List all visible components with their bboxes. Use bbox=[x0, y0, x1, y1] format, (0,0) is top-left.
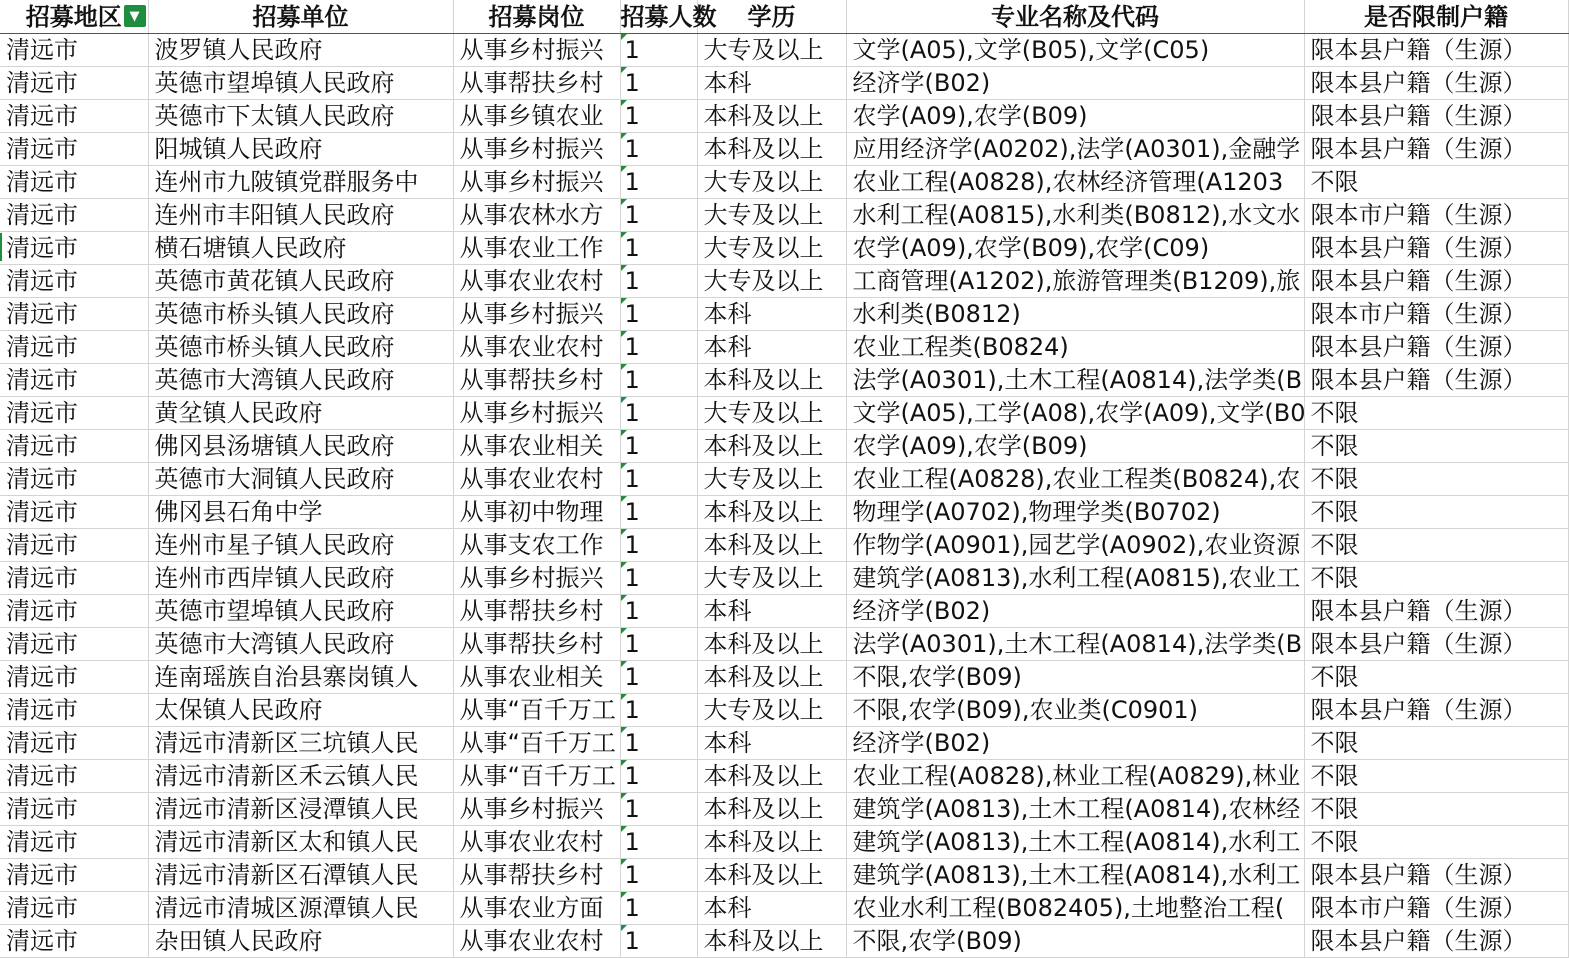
cell-unit[interactable]: 连州市九陂镇党群服务中 bbox=[148, 166, 453, 199]
cell-post[interactable]: 从事乡村振兴 bbox=[453, 34, 620, 67]
cell-unit[interactable]: 英德市大湾镇人民政府 bbox=[148, 628, 453, 661]
table-row bbox=[0, 562, 1568, 595]
cell-post[interactable]: 从事帮扶乡村 bbox=[453, 595, 620, 628]
cell-household[interactable]: 不限 bbox=[1304, 793, 1568, 826]
cell-post[interactable]: 从事帮扶乡村 bbox=[453, 364, 620, 397]
cell-unit[interactable]: 清远市清新区三坑镇人民 bbox=[148, 727, 453, 760]
cell-unit[interactable]: 英德市桥头镇人民政府 bbox=[148, 298, 453, 331]
cell-unit[interactable]: 清远市清新区石潭镇人民 bbox=[148, 859, 453, 892]
table-row bbox=[0, 529, 1568, 562]
cell-education[interactable]: 本科及以上 bbox=[697, 661, 846, 694]
cell-major[interactable]: 水利工程(A0815),水利类(B0812),水文水 bbox=[846, 199, 1304, 232]
cell-post[interactable]: 从事初中物理 bbox=[453, 496, 620, 529]
cell-major[interactable]: 农学(A09),农学(B09) bbox=[846, 100, 1304, 133]
cell-household[interactable]: 不限 bbox=[1304, 166, 1568, 199]
cell-cursor-marker bbox=[0, 233, 2, 261]
cell-post[interactable]: 从事帮扶乡村 bbox=[453, 859, 620, 892]
cell-major[interactable]: 农业水利工程(B082405),土地整治工程( bbox=[846, 892, 1304, 925]
table-row bbox=[0, 199, 1568, 232]
cell-region[interactable]: 清远市 bbox=[0, 397, 148, 430]
cell-education[interactable]: 本科及以上 bbox=[697, 826, 846, 859]
cell-count[interactable]: 1 bbox=[620, 595, 697, 628]
cell-count[interactable]: 1 bbox=[620, 694, 697, 727]
cell-household[interactable]: 不限 bbox=[1304, 760, 1568, 793]
cell-major[interactable]: 建筑学(A0813),土木工程(A0814),水利工 bbox=[846, 826, 1304, 859]
cell-unit[interactable]: 清远市清城区源潭镇人民 bbox=[148, 892, 453, 925]
cell-household[interactable]: 限本县户籍（生源） bbox=[1304, 859, 1568, 892]
cell-major[interactable]: 农学(A09),农学(B09),农学(C09) bbox=[846, 232, 1304, 265]
cell-household[interactable]: 限本市户籍（生源） bbox=[1304, 298, 1568, 331]
cell-education[interactable]: 本科 bbox=[697, 595, 846, 628]
cell-household[interactable]: 限本市户籍（生源） bbox=[1304, 199, 1568, 232]
table-row bbox=[0, 859, 1568, 892]
cell-education[interactable]: 本科 bbox=[697, 298, 846, 331]
cell-major[interactable]: 农业工程(A0828),林业工程(A0829),林业 bbox=[846, 760, 1304, 793]
table-row bbox=[0, 133, 1568, 166]
cell-major[interactable]: 农业工程类(B0824) bbox=[846, 331, 1304, 364]
cell-count[interactable]: 1 bbox=[620, 661, 697, 694]
table-row bbox=[0, 760, 1568, 793]
table-row bbox=[0, 727, 1568, 760]
cell-major[interactable]: 建筑学(A0813),土木工程(A0814),农林经 bbox=[846, 793, 1304, 826]
cell-unit[interactable]: 连州市西岸镇人民政府 bbox=[148, 562, 453, 595]
cell-major[interactable]: 农学(A09),农学(B09) bbox=[846, 430, 1304, 463]
cell-region[interactable]: 清远市 bbox=[0, 661, 148, 694]
cell-household[interactable]: 限本县户籍（生源） bbox=[1304, 925, 1568, 958]
cell-count[interactable]: 1 bbox=[620, 166, 697, 199]
cell-unit[interactable]: 阳城镇人民政府 bbox=[148, 133, 453, 166]
table-row bbox=[0, 34, 1568, 67]
cell-count[interactable]: 1 bbox=[620, 364, 697, 397]
cell-region[interactable]: 清远市 bbox=[0, 67, 148, 100]
cell-post[interactable]: 从事农业农村 bbox=[453, 826, 620, 859]
table-row bbox=[0, 892, 1568, 925]
cell-education[interactable]: 本科及以上 bbox=[697, 364, 846, 397]
table-row bbox=[0, 67, 1568, 100]
table-row bbox=[0, 232, 1568, 265]
cell-region[interactable]: 清远市 bbox=[0, 892, 148, 925]
table-row bbox=[0, 331, 1568, 364]
table-row bbox=[0, 166, 1568, 199]
cell-unit[interactable]: 连州市丰阳镇人民政府 bbox=[148, 199, 453, 232]
cell-major[interactable]: 工商管理(A1202),旅游管理类(B1209),旅 bbox=[846, 265, 1304, 298]
cell-post[interactable]: 从事农业农村 bbox=[453, 925, 620, 958]
cell-major[interactable]: 建筑学(A0813),土木工程(A0814),水利工 bbox=[846, 859, 1304, 892]
cell-count[interactable]: 1 bbox=[620, 562, 697, 595]
cell-education[interactable]: 大专及以上 bbox=[697, 694, 846, 727]
cell-household[interactable]: 不限 bbox=[1304, 661, 1568, 694]
cell-region[interactable]: 清远市 bbox=[0, 133, 148, 166]
cell-education[interactable]: 本科及以上 bbox=[697, 760, 846, 793]
cell-education[interactable]: 大专及以上 bbox=[697, 463, 846, 496]
cell-post[interactable]: 从事乡村振兴 bbox=[453, 793, 620, 826]
cell-region[interactable]: 清远市 bbox=[0, 727, 148, 760]
cell-count[interactable]: 1 bbox=[620, 925, 697, 958]
cell-education[interactable]: 大专及以上 bbox=[697, 562, 846, 595]
table-row bbox=[0, 430, 1568, 463]
cell-major[interactable]: 农业工程(A0828),农林经济管理(A1203 bbox=[846, 166, 1304, 199]
cell-major[interactable]: 建筑学(A0813),水利工程(A0815),农业工 bbox=[846, 562, 1304, 595]
cell-count[interactable]: 1 bbox=[620, 529, 697, 562]
header-count[interactable]: 招募人数 bbox=[620, 0, 697, 34]
cell-household[interactable]: 限本县户籍（生源） bbox=[1304, 628, 1568, 661]
cell-post[interactable]: 从事农业相关 bbox=[453, 430, 620, 463]
cell-household[interactable]: 不限 bbox=[1304, 826, 1568, 859]
table-row bbox=[0, 463, 1568, 496]
cell-education[interactable]: 大专及以上 bbox=[697, 166, 846, 199]
cell-major[interactable]: 经济学(B02) bbox=[846, 595, 1304, 628]
cell-region[interactable]: 清远市 bbox=[0, 298, 148, 331]
cell-post[interactable]: 从事农业相关 bbox=[453, 661, 620, 694]
cell-region[interactable]: 清远市 bbox=[0, 100, 148, 133]
cell-education[interactable]: 本科及以上 bbox=[697, 430, 846, 463]
table-row bbox=[0, 925, 1568, 958]
cell-household[interactable]: 不限 bbox=[1304, 463, 1568, 496]
cell-post[interactable]: 从事帮扶乡村 bbox=[453, 628, 620, 661]
cell-unit[interactable]: 佛冈县汤塘镇人民政府 bbox=[148, 430, 453, 463]
cell-household[interactable]: 限本县户籍（生源） bbox=[1304, 595, 1568, 628]
cell-post[interactable]: 从事农业农村 bbox=[453, 331, 620, 364]
cell-education[interactable]: 本科及以上 bbox=[697, 133, 846, 166]
table-row bbox=[0, 826, 1568, 859]
cell-count[interactable]: 1 bbox=[620, 496, 697, 529]
cell-post[interactable]: 从事“百千万工 bbox=[453, 694, 620, 727]
cell-household[interactable]: 不限 bbox=[1304, 529, 1568, 562]
cell-household[interactable]: 不限 bbox=[1304, 562, 1568, 595]
cell-count[interactable]: 1 bbox=[620, 760, 697, 793]
cell-post[interactable]: 从事乡村振兴 bbox=[453, 133, 620, 166]
cell-region[interactable]: 清远市 bbox=[0, 595, 148, 628]
cell-major[interactable]: 物理学(A0702),物理学类(B0702) bbox=[846, 496, 1304, 529]
cell-unit[interactable]: 英德市大湾镇人民政府 bbox=[148, 364, 453, 397]
cell-education[interactable]: 本科 bbox=[697, 727, 846, 760]
cell-region[interactable]: 清远市 bbox=[0, 232, 148, 265]
header-unit[interactable]: 招募单位 bbox=[148, 0, 453, 34]
cell-unit[interactable]: 清远市清新区禾云镇人民 bbox=[148, 760, 453, 793]
table-row bbox=[0, 397, 1568, 430]
cell-region[interactable]: 清远市 bbox=[0, 628, 148, 661]
cell-major[interactable]: 农业工程(A0828),农业工程类(B0824),农 bbox=[846, 463, 1304, 496]
table-row bbox=[0, 496, 1568, 529]
cell-education[interactable]: 本科及以上 bbox=[697, 496, 846, 529]
cell-household[interactable]: 限本县户籍（生源） bbox=[1304, 364, 1568, 397]
cell-unit[interactable]: 太保镇人民政府 bbox=[148, 694, 453, 727]
cell-unit[interactable]: 清远市清新区太和镇人民 bbox=[148, 826, 453, 859]
cell-household[interactable]: 不限 bbox=[1304, 727, 1568, 760]
cell-region[interactable]: 清远市 bbox=[0, 826, 148, 859]
cell-unit[interactable]: 杂田镇人民政府 bbox=[148, 925, 453, 958]
cell-household[interactable]: 限本市户籍（生源） bbox=[1304, 892, 1568, 925]
cell-region[interactable]: 清远市 bbox=[0, 925, 148, 958]
cell-unit[interactable]: 清远市清新区浸潭镇人民 bbox=[148, 793, 453, 826]
cell-education[interactable]: 大专及以上 bbox=[697, 199, 846, 232]
cell-region[interactable]: 清远市 bbox=[0, 760, 148, 793]
header-label: 招募地区 bbox=[25, 2, 122, 31]
table-row bbox=[0, 661, 1568, 694]
cell-unit[interactable]: 黄坌镇人民政府 bbox=[148, 397, 453, 430]
cell-region[interactable]: 清远市 bbox=[0, 265, 148, 298]
table-row bbox=[0, 793, 1568, 826]
cell-unit[interactable]: 横石塘镇人民政府 bbox=[148, 232, 453, 265]
cell-unit[interactable]: 英德市望埠镇人民政府 bbox=[148, 595, 453, 628]
header-row bbox=[0, 0, 1568, 34]
cell-count[interactable]: 1 bbox=[620, 67, 697, 100]
cell-count[interactable]: 1 bbox=[620, 265, 697, 298]
cell-count[interactable]: 1 bbox=[620, 826, 697, 859]
cell-education[interactable]: 本科及以上 bbox=[697, 529, 846, 562]
cell-region[interactable]: 清远市 bbox=[0, 859, 148, 892]
header-region[interactable] bbox=[0, 0, 148, 34]
cell-post[interactable]: 从事农林水方 bbox=[453, 199, 620, 232]
table-row bbox=[0, 100, 1568, 133]
cell-region[interactable]: 清远市 bbox=[0, 166, 148, 199]
cell-region[interactable]: 清远市 bbox=[0, 529, 148, 562]
cell-count[interactable]: 1 bbox=[620, 727, 697, 760]
cell-major[interactable]: 经济学(B02) bbox=[846, 67, 1304, 100]
cell-count[interactable]: 1 bbox=[620, 397, 697, 430]
header-major[interactable]: 专业名称及代码 bbox=[846, 0, 1304, 34]
cell-post[interactable]: 从事农业农村 bbox=[453, 463, 620, 496]
filter-icon[interactable]: ▼ bbox=[124, 5, 146, 27]
cell-count[interactable]: 1 bbox=[620, 628, 697, 661]
cell-post[interactable]: 从事乡村振兴 bbox=[453, 397, 620, 430]
cell-education[interactable]: 本科 bbox=[697, 892, 846, 925]
cell-count[interactable]: 1 bbox=[620, 232, 697, 265]
cell-household[interactable]: 限本县户籍（生源） bbox=[1304, 265, 1568, 298]
header-education[interactable]: 学历 bbox=[697, 0, 846, 34]
table-row bbox=[0, 628, 1568, 661]
cell-household[interactable]: 限本县户籍（生源） bbox=[1304, 694, 1568, 727]
cell-post[interactable]: 从事“百千万工 bbox=[453, 760, 620, 793]
header-post[interactable]: 招募岗位 bbox=[453, 0, 620, 34]
cell-count[interactable]: 1 bbox=[620, 298, 697, 331]
cell-education[interactable]: 大专及以上 bbox=[697, 265, 846, 298]
cell-education[interactable]: 本科 bbox=[697, 331, 846, 364]
cell-post[interactable]: 从事支农工作 bbox=[453, 529, 620, 562]
cell-unit[interactable]: 连州市星子镇人民政府 bbox=[148, 529, 453, 562]
cell-post[interactable]: 从事农业农村 bbox=[453, 265, 620, 298]
table-row bbox=[0, 595, 1568, 628]
cell-major[interactable]: 水利类(B0812) bbox=[846, 298, 1304, 331]
cell-region[interactable]: 清远市 bbox=[0, 562, 148, 595]
cell-count[interactable]: 1 bbox=[620, 331, 697, 364]
cell-count[interactable]: 1 bbox=[620, 859, 697, 892]
header-household[interactable]: 是否限制户籍 bbox=[1304, 0, 1568, 34]
cell-post[interactable]: 从事农业工作 bbox=[453, 232, 620, 265]
cell-post[interactable]: 从事帮扶乡村 bbox=[453, 67, 620, 100]
cell-post[interactable]: 从事乡镇农业 bbox=[453, 100, 620, 133]
cell-major[interactable]: 文学(A05),文学(B05),文学(C05) bbox=[846, 34, 1304, 67]
cell-major[interactable]: 不限,农学(B09) bbox=[846, 661, 1304, 694]
cell-major[interactable]: 作物学(A0901),园艺学(A0902),农业资源 bbox=[846, 529, 1304, 562]
cell-region[interactable]: 清远市 bbox=[0, 463, 148, 496]
cell-region[interactable]: 清远市 bbox=[0, 496, 148, 529]
cell-household[interactable]: 不限 bbox=[1304, 397, 1568, 430]
cell-education[interactable]: 本科及以上 bbox=[697, 100, 846, 133]
cell-household[interactable]: 限本县户籍（生源） bbox=[1304, 331, 1568, 364]
cell-household[interactable]: 限本县户籍（生源） bbox=[1304, 100, 1568, 133]
cell-education[interactable]: 本科 bbox=[697, 67, 846, 100]
cell-household[interactable]: 限本县户籍（生源） bbox=[1304, 133, 1568, 166]
cell-post[interactable]: 从事乡村振兴 bbox=[453, 298, 620, 331]
cell-region[interactable]: 清远市 bbox=[0, 694, 148, 727]
cell-count[interactable]: 1 bbox=[620, 430, 697, 463]
cell-post[interactable]: 从事乡村振兴 bbox=[453, 562, 620, 595]
cell-post[interactable]: 从事农业方面 bbox=[453, 892, 620, 925]
cell-region[interactable]: 清远市 bbox=[0, 430, 148, 463]
cell-unit[interactable]: 连南瑶族自治县寨岗镇人 bbox=[148, 661, 453, 694]
cell-region[interactable]: 清远市 bbox=[0, 34, 148, 67]
cell-household[interactable]: 限本县户籍（生源） bbox=[1304, 232, 1568, 265]
cell-unit[interactable]: 英德市望埠镇人民政府 bbox=[148, 67, 453, 100]
cell-count[interactable]: 1 bbox=[620, 793, 697, 826]
cell-education[interactable]: 大专及以上 bbox=[697, 232, 846, 265]
cell-major[interactable]: 不限,农学(B09),农业类(C0901) bbox=[846, 694, 1304, 727]
cell-education[interactable]: 大专及以上 bbox=[697, 397, 846, 430]
cell-household[interactable]: 不限 bbox=[1304, 496, 1568, 529]
cell-region[interactable]: 清远市 bbox=[0, 199, 148, 232]
cell-unit[interactable]: 英德市桥头镇人民政府 bbox=[148, 331, 453, 364]
cell-unit[interactable]: 波罗镇人民政府 bbox=[148, 34, 453, 67]
cell-major[interactable]: 法学(A0301),土木工程(A0814),法学类(B bbox=[846, 364, 1304, 397]
cell-unit[interactable]: 佛冈县石角中学 bbox=[148, 496, 453, 529]
cell-education[interactable]: 本科及以上 bbox=[697, 628, 846, 661]
cell-post[interactable]: 从事“百千万工 bbox=[453, 727, 620, 760]
cell-household[interactable]: 限本县户籍（生源） bbox=[1304, 34, 1568, 67]
table-row bbox=[0, 298, 1568, 331]
table-row bbox=[0, 694, 1568, 727]
cell-education[interactable]: 本科及以上 bbox=[697, 793, 846, 826]
cell-household[interactable]: 不限 bbox=[1304, 430, 1568, 463]
cell-major[interactable]: 不限,农学(B09) bbox=[846, 925, 1304, 958]
cell-count[interactable]: 1 bbox=[620, 34, 697, 67]
cell-major[interactable]: 法学(A0301),土木工程(A0814),法学类(B bbox=[846, 628, 1304, 661]
cell-major[interactable]: 应用经济学(A0202),法学(A0301),金融学 bbox=[846, 133, 1304, 166]
cell-education[interactable]: 大专及以上 bbox=[697, 34, 846, 67]
cell-count[interactable]: 1 bbox=[620, 100, 697, 133]
cell-post[interactable]: 从事乡村振兴 bbox=[453, 166, 620, 199]
cell-household[interactable]: 限本县户籍（生源） bbox=[1304, 67, 1568, 100]
cell-count[interactable]: 1 bbox=[620, 892, 697, 925]
cell-major[interactable]: 文学(A05),工学(A08),农学(A09),文学(B0 bbox=[846, 397, 1304, 430]
cell-education[interactable]: 本科及以上 bbox=[697, 925, 846, 958]
cell-major[interactable]: 经济学(B02) bbox=[846, 727, 1304, 760]
cell-region[interactable]: 清远市 bbox=[0, 364, 148, 397]
cell-count[interactable]: 1 bbox=[620, 133, 697, 166]
cell-count[interactable]: 1 bbox=[620, 199, 697, 232]
cell-unit[interactable]: 英德市大洞镇人民政府 bbox=[148, 463, 453, 496]
cell-unit[interactable]: 英德市下太镇人民政府 bbox=[148, 100, 453, 133]
table-row bbox=[0, 265, 1568, 298]
cell-unit[interactable]: 英德市黄花镇人民政府 bbox=[148, 265, 453, 298]
cell-education[interactable]: 本科及以上 bbox=[697, 859, 846, 892]
cell-count[interactable]: 1 bbox=[620, 463, 697, 496]
table-row bbox=[0, 364, 1568, 397]
cell-region[interactable]: 清远市 bbox=[0, 793, 148, 826]
cell-region[interactable]: 清远市 bbox=[0, 331, 148, 364]
